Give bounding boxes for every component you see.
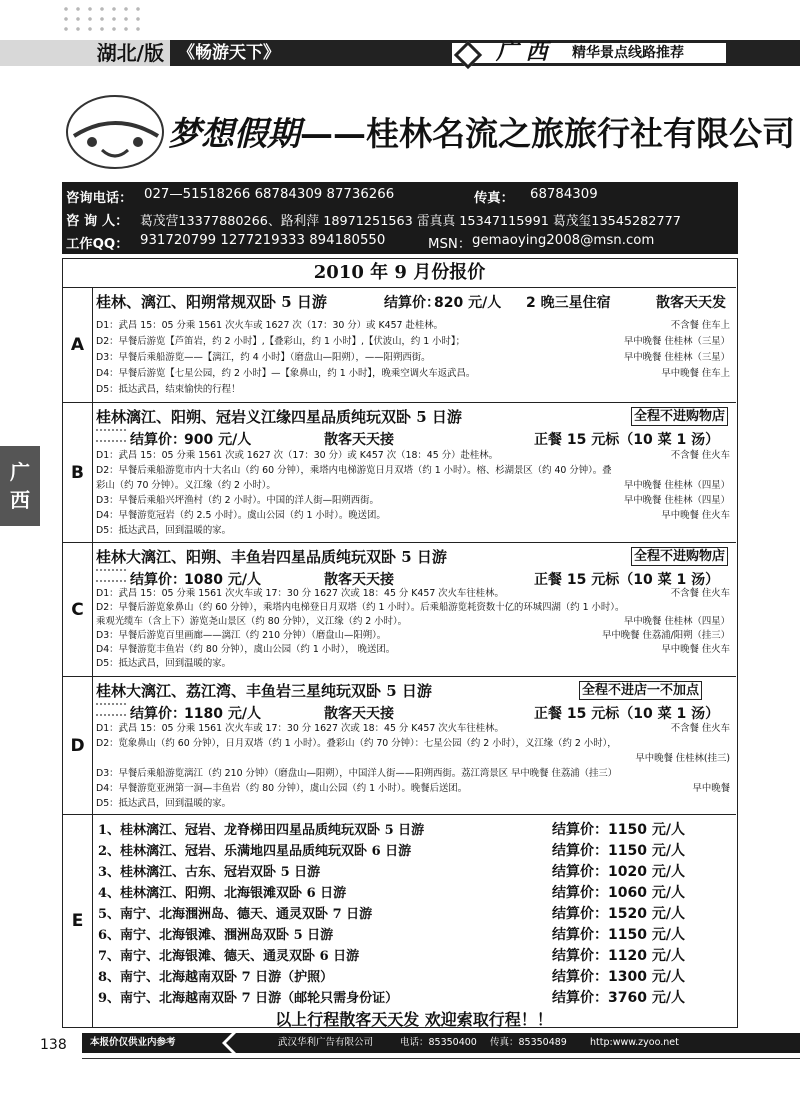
price-table — [62, 258, 738, 1028]
page-number: 138 — [40, 1037, 67, 1053]
price-label: 结算价： — [130, 572, 186, 588]
footer-company: 武汉华利广告有限公司 — [278, 1037, 374, 1048]
route-row-a: A 桂林、漓江、阳朔常规双卧 5 日游 结算价： 820 元/人 2 晚三星住宿 散客天天发 D1：武昌 15：05 分乘 1561 次火车或 1627 次（17：30 分）或 K457 赴桂林。 不含餐 住车上 D2：早餐后游览【芦笛岩，约 2 小时】,【叠彩山，约 1 小时】,【伏波山，约 1 小时】； 早中晚餐 住桂林（三星） D3：早餐后乘船游览——【漓江，约 4 小时】（磨盘山—阳朔），——阳朔西街。 早中晚餐 住桂林（三星） D4：早餐后游览【七星公园，约 2 小时】—【象鼻山，约 1 小时】，晚乘空调火车返武昌。 早中晚餐 住车上 D5：抵达武昌，结束愉快的行程！ — [63, 288, 736, 403]
meal-standard: 正餐 15 元标（10 菜 1 汤） — [534, 572, 720, 588]
decorative-dots — [60, 4, 140, 32]
arrow-icon — [96, 703, 126, 716]
meal-standard: 正餐 15 元标（10 菜 1 汤） — [534, 432, 720, 448]
no-shopping-badge: 全程不进店一不加点 — [579, 681, 702, 700]
footer-fax: 传真：85350489 — [490, 1037, 567, 1048]
table-title: 2010 年 9 月份报价 — [63, 259, 736, 288]
meal-standard: 正餐 15 元标（10 菜 1 汤） — [534, 706, 720, 722]
route-row-b: B 桂林漓江、阳朔、冠岩义江缘四星品质纯玩双卧 5 日游 全程不进购物店 结算价： 900 元/人 散客天天接 正餐 15 元标（10 菜 1 汤） D1：武昌 15：05 分乘 1561 次或 1627 次（17：30 分）或 K457 次（18：45 分）赴桂林。 不含餐 住火车 D2：早餐后乘船游览市内十大名山（约 60 分钟），乘塔内电梯游览日月双塔（约 1 小时）。榕、杉湖景区（约 40 分钟）。叠 彩山（约 70 分钟）。义江缘（约 2 小时）。 早中晚餐 住桂林（四星） D3：早餐后乘船兴坪渔村（约 2 小时）。中国的洋人街—阳朔西街。 早中晚餐 住桂林（四星） D4：早餐游览冠岩（约 2.5 小时）。虞山公园（约 1 小时）。晚送团。 早中晚餐 住火车 D5：抵达武昌，回到温暖的家。 — [63, 403, 736, 543]
route-letter: D — [63, 677, 93, 814]
side-tab: 广 西 — [0, 446, 40, 526]
chevron-left-icon — [218, 1033, 238, 1053]
route-letter: A — [63, 288, 93, 402]
agency-name — [168, 108, 795, 155]
agency-brand: 梦想假期 — [168, 114, 300, 153]
route-price: 1180 元/人 — [184, 706, 261, 722]
agency-company: ——桂林名流之旅旅行社有限公司 — [300, 114, 795, 153]
msn-label: MSN： — [428, 237, 472, 252]
closing-note: 以上行程散客天天发 欢迎索取行程！！ — [275, 1010, 553, 1029]
agency-logo — [62, 90, 168, 172]
persons-label: 咨 询 人： — [66, 214, 129, 229]
route-price: 1080 元/人 — [184, 572, 261, 588]
route-letter: B — [63, 403, 93, 542]
section-subtitle: 精华景点线路推荐 — [572, 45, 684, 61]
route-title: 桂林大漓江、荔江湾、丰鱼岩三星纯玩双卧 5 日游 — [96, 682, 432, 700]
route-row-e: E 1、桂林漓江、冠岩、龙脊梯田四星品质纯玩双卧 5 日游 结算价：1150 元/人 2、桂林漓江、冠岩、乐满地四星品质纯玩双卧 6 日游 结算价：1150 元/人 3、桂林漓江、古东、冠岩双卧 5 日游 结算价：1020 元/人 4、桂林漓江、阳朔、北海银滩双卧 6 日游 结算价：1060 元/人 5、南宁、北海涠洲岛、德天、通灵双卧 7 日游 结算价：1520 元/人 6、南宁、北海银滩、涠洲岛双卧 5 日游 结算价：1150 元/人 7、南宁、北海银滩、德天、通灵双卧 6 日游 结算价：1120 元/人 8、南宁、北海越南双卧 7 日游（护照） 结算价：1300 元/人 9、南宁、北海越南双卧 7 日游（邮轮只需身份证） 结算价：3760 元/人 以上行程散客天天发 欢迎索取行程！！ — [63, 815, 736, 1027]
route-letter: C — [63, 543, 93, 676]
route-price: 820 元/人 — [434, 295, 502, 311]
msn-address: gemaoying2008@msn.com — [472, 233, 655, 248]
footer-url: http:www.zyoo.net — [590, 1037, 679, 1048]
route-tag: 散客天天接 — [324, 706, 394, 722]
footer-phone: 电话：85350400 — [400, 1037, 477, 1048]
price-label: 结算价： — [130, 706, 186, 722]
route-price: 900 元/人 — [184, 432, 252, 448]
province-title: 广 西 — [496, 40, 548, 65]
price-label: 结算价： — [130, 432, 186, 448]
qq-numbers: 931720799 1277219333 894180550 — [140, 233, 386, 248]
qq-label: 工作QQ： — [66, 237, 129, 252]
arrow-icon — [96, 569, 126, 582]
route-row-c: C 桂林大漓江、阳朔、丰鱼岩四星品质纯玩双卧 5 日游 全程不进购物店 结算价： 1080 元/人 散客天天接 正餐 15 元标（10 菜 1 汤） D1：武昌 15：05 分乘 1561 次火车或 17：30 分 1627 次或 18：45 分 K457 次火车往桂林。 不含餐 住火车 D2：早餐后游览象鼻山（约 60 分钟），乘塔内电梯登日月双塔（约 1 小时）。后乘船游览耗资数十亿的环城四湖（约 1 小时）。 乘观光缆车（含上下）游览尧山景区（约 80 分钟），义江缘（约 2 小时）。 早中晚餐 住桂林（四星） D3：早餐后游览百里画廊——漓江（约 210 分钟）（磨盘山—阳朔）。 早中晚餐 住荔浦/阳朔（挂三） D4：早餐游览丰鱼岩（约 80 分钟），虞山公园（约 1 小时）， 晚送团。 早中晚餐 住火车 D5：抵达武昌，回到温暖的家。 — [63, 543, 736, 677]
route-tag: 散客天天接 — [324, 572, 394, 588]
route-row-d: D 桂林大漓江、荔江湾、丰鱼岩三星纯玩双卧 5 日游 全程不进店一不加点 结算价： 1180 元/人 散客天天接 正餐 15 元标（10 菜 1 汤） D1：武昌 15：05 分乘 1561 次火车或 17：30 分 1627 次或 18：45 分 K457 次火车往桂林。 不含餐 住火车 D2：览象鼻山（约 60 分钟），日月双塔（约 1 小时）。叠彩山（约 70 分钟）：七星公园（约 2 小时），义江缘（约 2 小时）， 早中晚餐 住桂林(挂三) D3：早餐后乘船游览漓江（约 210 分钟）（磨盘山—阳朔），中国洋人街——阳朔西街。荔江湾景区 早中晚餐 住荔浦（挂三） D4：早餐游览亚洲第一洞—丰鱼岩（约 80 分钟），虞山公园（约 1 小时）。晚餐后送团。 早中晚餐 D5：抵达武昌，回到温暖的家。 — [63, 677, 736, 815]
phone-label: 咨询电话： — [66, 191, 133, 206]
phone-numbers: 027—51518266 68784309 87736266 — [144, 187, 395, 202]
column-name: 《畅游天下》 — [178, 43, 280, 63]
fax-number: 68784309 — [530, 187, 598, 202]
footer-bar — [82, 1033, 800, 1053]
route-tag: 散客天天接 — [324, 432, 394, 448]
route-title: 桂林、漓江、阳朔常规双卧 5 日游 — [96, 293, 327, 311]
no-shopping-badge: 全程不进购物店 — [631, 547, 728, 566]
fax-label: 传真： — [474, 191, 514, 206]
price-label: 结算价： — [384, 295, 440, 311]
region-label: 湖北/版 — [0, 40, 170, 66]
contact-block — [62, 182, 738, 254]
route-title: 桂林漓江、阳朔、冠岩义江缘四星品质纯玩双卧 5 日游 — [96, 408, 462, 426]
route-tag: 散客天天发 — [656, 295, 726, 311]
arrow-icon — [96, 429, 126, 442]
route-extra: 2 晚三星住宿 — [526, 295, 611, 311]
no-shopping-badge: 全程不进购物店 — [631, 407, 728, 426]
route-title: 桂林大漓江、阳朔、丰鱼岩四星品质纯玩双卧 5 日游 — [96, 548, 447, 566]
footer-note: 本报价仅供业内参考 — [90, 1037, 176, 1048]
footer-divider — [82, 1058, 800, 1059]
contact-persons: 葛茂营13377880266、路利萍 18971251563 雷真真 15347115991 葛茂玺13545282777 — [140, 214, 681, 229]
route-letter: E — [63, 815, 93, 1027]
